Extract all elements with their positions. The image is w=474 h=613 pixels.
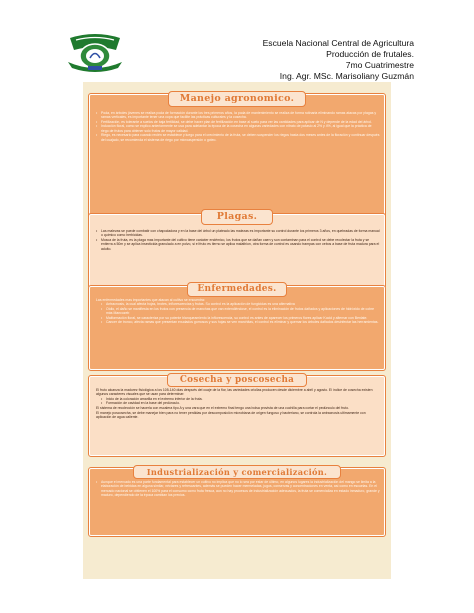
section-manejo: [89, 94, 385, 224]
cosecha-paragraph: El sistema de recolección se hacerla con escalera tipo A y una vara que en el extremo final tengo una bolsa provista de una cuchilla para cortar el pedúnculo del fruto.: [96, 405, 349, 410]
list-item: • Aunque el mercado es una parte fundamental para establecer un cultivo no implica que no lo sea por estar de último, en algunos lugares la industrialización del mango se limita a la elaboración de bebidas en alguna similar, néctares y refrescantes, además se pueden hacer mermeladas, jugos, conservas y concentraciones en venta, así como en escuelas. En el mercado nacional se obtienen el 100% para el consumo como fruta fresca, aun no hay procesos de industrialización adecuados, la fruta se comercializa en estado inmaduro, grande y maduro, dependiendo de la época cambian los precios.: [96, 480, 380, 497]
industrializacion-text: [96, 480, 380, 498]
cosecha-text: [96, 388, 380, 420]
plagas-text: [96, 229, 380, 251]
semester: 7mo Cuatrimestre: [345, 60, 414, 70]
list-item: • Oídio, el daño se manifiesta en los frutos con presencia de manchas que van extendiéndose, el control es la eliminación de frutos dañados y aplicaciones de hidróxido de cobre más Mancozeb: [96, 307, 380, 316]
course-name: Producción de frutales.: [326, 49, 414, 59]
list-item: • Antracnosis, la cual afecta hojas, brotes, inflorescencias y frutas. Su control es la aplicación de fungicidas es una alternativa: [96, 302, 380, 306]
teacher-name: Ing. Agr. MSc. Marisoliany Guzmán: [279, 71, 414, 81]
list-item: • Inicio de la coloración amarilla en el extremo inferior de la fruta.: [96, 397, 380, 401]
list-item: • Formación de cavidad en la base del pedúnculo.: [96, 401, 380, 405]
enfermedades-intro: Las enfermedades mas importantes que atacan al cultivo se encuentra:: [96, 298, 205, 302]
list-item: • Cancer de tronco, afecta ramas que presentan exudados gomosos y sus hojas se ven marchitas, el control es eliminar y quemar los árboles dañados desinfectar las herramientas.: [96, 320, 380, 324]
section-title-plagas: Plagas.: [201, 209, 273, 225]
manejo-text: [96, 111, 380, 142]
cosecha-paragraph: El manejo poscosecha, se debe manejar bien para no tener perdidas por descomposición microbiana de origen fungoso y bacteriano, se controla la antracnosis ultimamente con aplicación de agua caliente.: [96, 410, 366, 420]
school-name: Escuela Nacional Central de Agricultura: [262, 38, 414, 48]
school-crest-icon: [66, 32, 124, 74]
section-enfermedades: [89, 286, 385, 370]
list-item: • Riego, es necesario para cuando recién se establece y luego para el crecimiento de la fruta, se deben suspender los riegos hasta dos meses antes de la floración y continuar después del cuajado, se recomienda el sistema de riego por microaspersión o goteo.: [96, 133, 380, 142]
list-item: • Poda, en árboles jóvenes se realiza poda de formación durante los tres primeros años, la poda de mantenimiento se realiza de forma rutinaria eliminando ramas atacas por plagas y ramas verticales, es importante tener una copa que facilite las prácticas culturales y la cosecha.: [96, 111, 380, 120]
list-item: • Malformación floral, se caracteriza por su potente blanqueamiento la inflorescencia, su control es antes de aparecer los primeros flores aplicar Kocid y alternar con Benlate.: [96, 316, 380, 320]
enfermedades-text: [96, 298, 380, 325]
cosecha-paragraph: El fruto alcanza la madurez fisiológica a los 105-140 días después del cuaje de la flor, las variedades criollas producen desde diciembre a abril y agosto. El índice de cosecha existen algunos caracteres visuales que se usan para determinar:: [96, 388, 373, 397]
section-title-industrializacion: Industrialización y comercialización.: [133, 465, 341, 479]
header-block: [194, 38, 414, 82]
list-item: • Inducción floral, como se explico anteriormente se usa para adelantar la época de la cosecha en algunas variedades con nitrato de potasio al 2% y 4%, al igual que la práctica de riego de frutos para obtener solo frutos de mayor calidad.: [96, 124, 380, 133]
section-cosecha: [89, 376, 385, 456]
list-item: • Las malezas se puede combatir con chapodadora y en la base del árbol un plateado las malezas es importante su control durante los primeros 3 años, en quebradas de forma manual o químico como herbicidas.: [96, 229, 380, 238]
list-item: • Fertilización, es tolerante a suelos de baja fertilidad, se debe hacer plan de fertilización en base al suelo para ver las cantidades para aplicar de N y depende de la edad del árbol.: [96, 120, 380, 124]
section-title-cosecha: Cosecha y poscosecha: [167, 373, 307, 387]
list-item: • Mosca de la fruta, es la plaga mas importante del cultivo tiene carácter endémico, los frutos que se dañan caen y son contaminan para el control se debe recolectar la fruta y se entierra a 50m y se aplica insecticida granulado a en polvo, si el fruto es tierno se aplica malathion, otra forma de control es usando trampas con cebos a base de fruta madura para el adulto.: [96, 238, 380, 251]
infographic-poster: [83, 82, 391, 579]
section-plagas: [89, 211, 385, 288]
section-title-enfermedades: Enfermedades.: [187, 282, 287, 297]
section-industrializacion: [89, 468, 385, 536]
section-title-manejo: Manejo agronomico.: [168, 91, 306, 107]
